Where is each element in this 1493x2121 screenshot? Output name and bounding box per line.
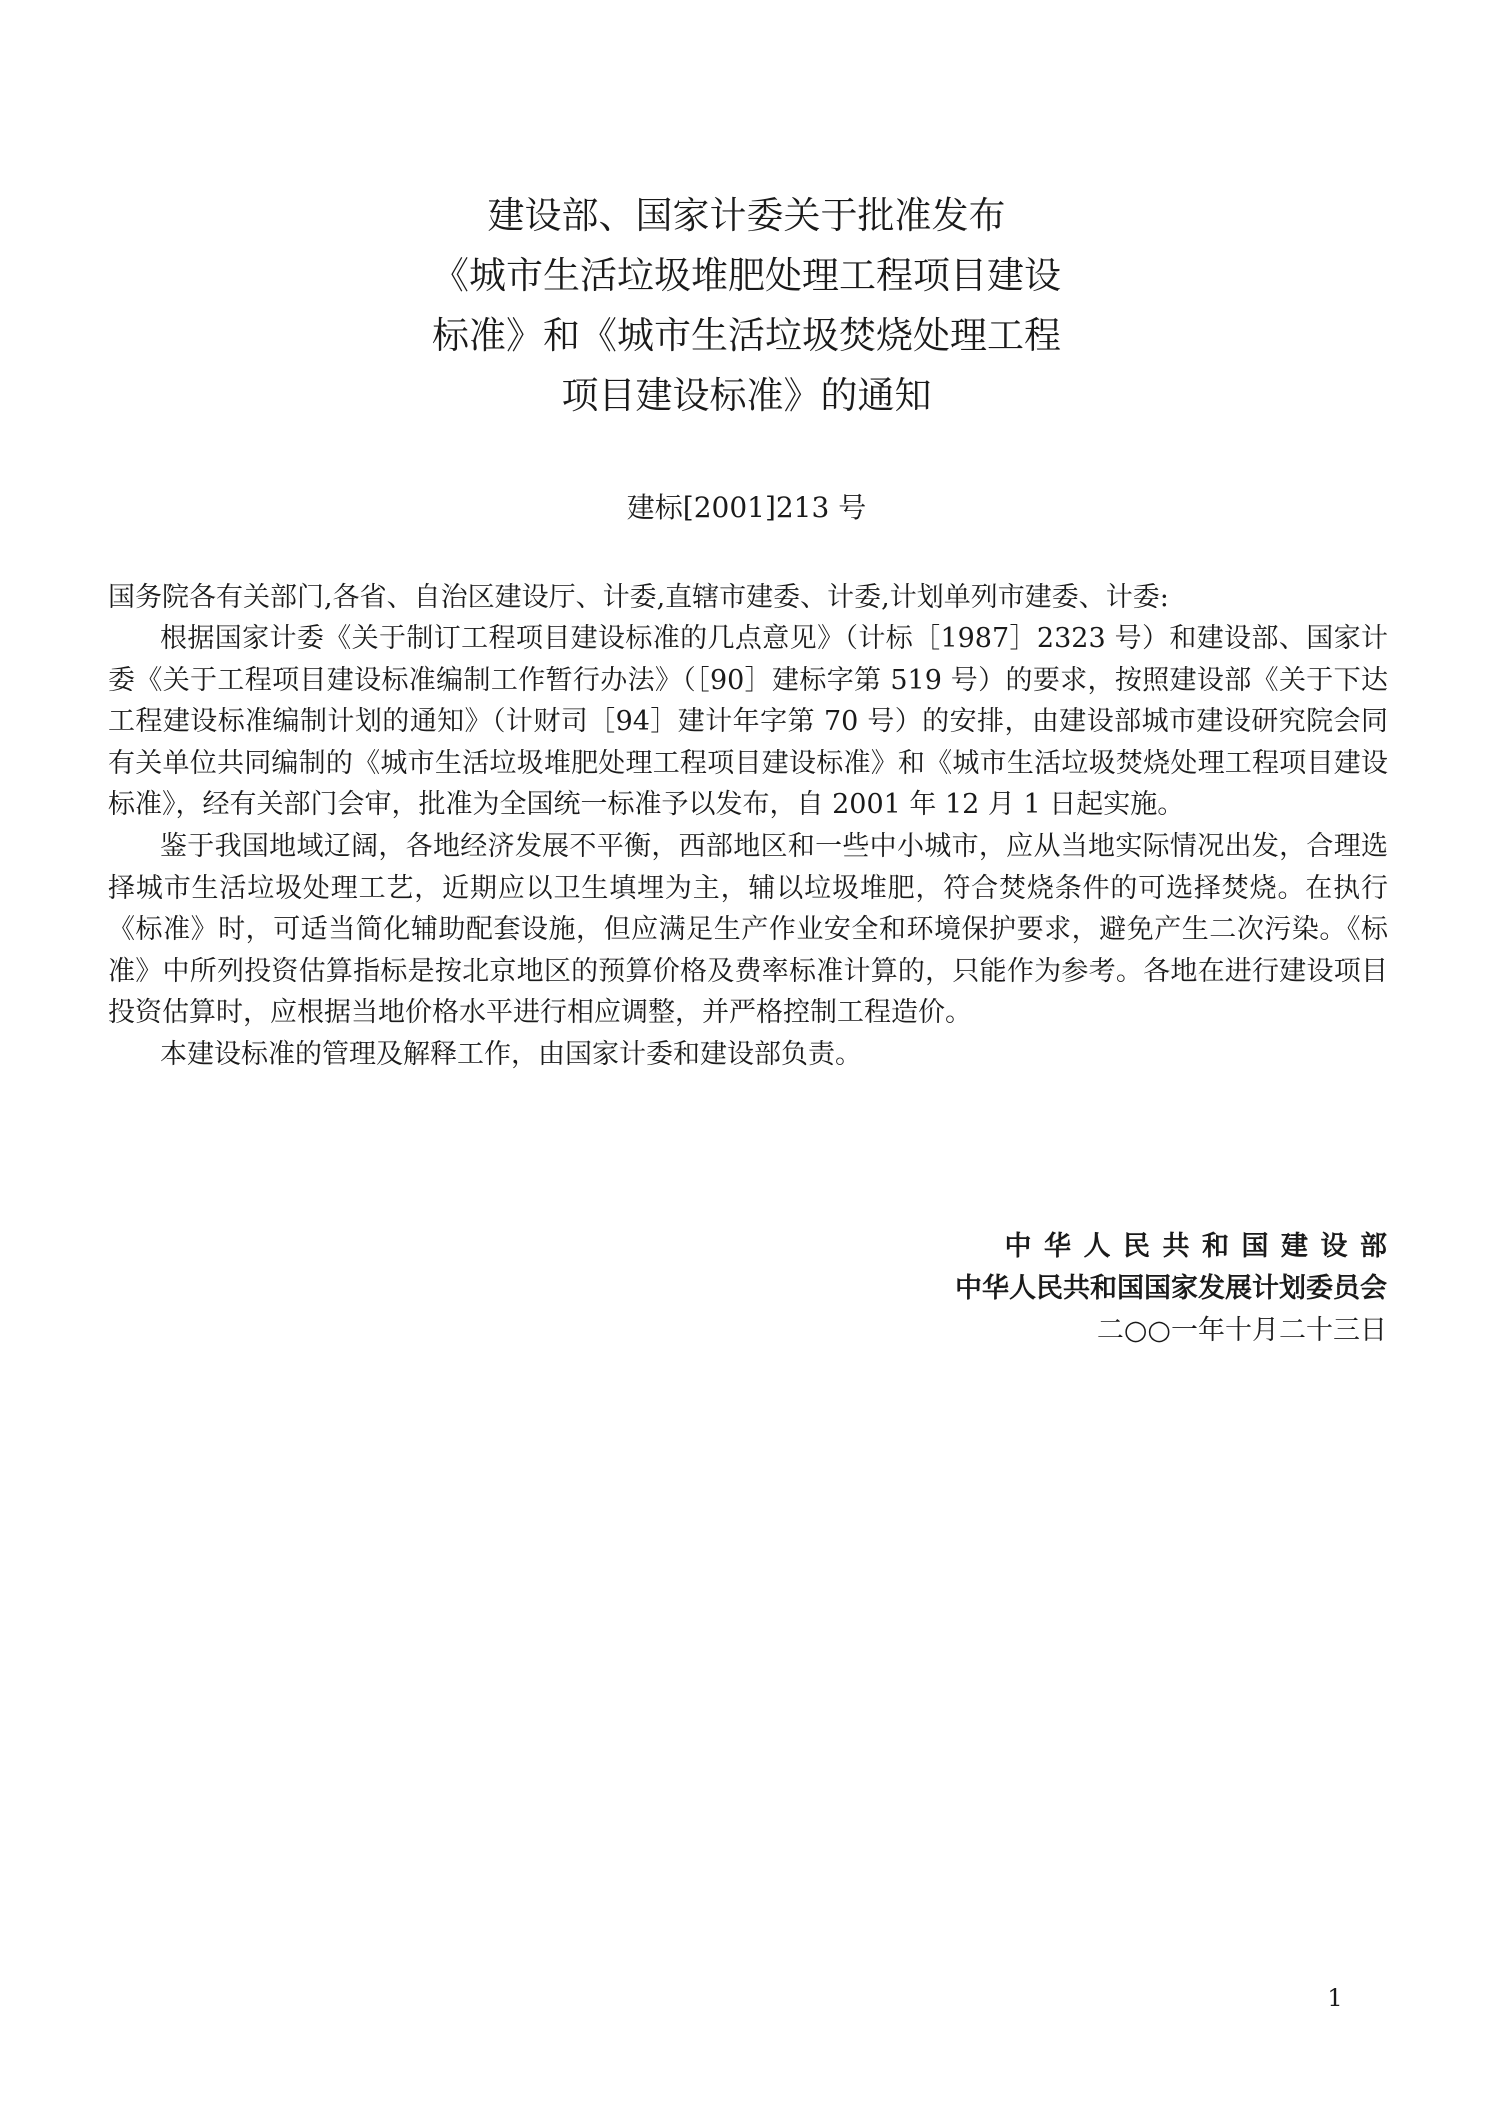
body-paragraph: 根据国家计委《关于制订工程项目建设标准的几点意见》（计标［1987］2323 号）和建设部、国家计委《关于工程项目建设标准编制工作暂行办法》（［90］建标字第 519 号）的要求，按照建设部《关于下达工程建设标准编制计划的通知》（计财司［94］建计年字第 70 号）的安排，由建设部城市建设研究院会同有关单位共同编制的《城市生活垃圾堆肥处理工程项目建设标准》和《城市生活垃圾焚烧处理工程项目建设标准》，经有关部门会审，批准为全国统一标准予以发布，自 2001 年 12 月 1 日起实施。 <box>108 623 1388 821</box>
signature-block <box>955 1226 1400 1352</box>
document-title <box>0 186 1493 426</box>
body-paragraph: 鉴于我国地域辽阔，各地经济发展不平衡，西部地区和一些中小城市，应从当地实际情况出发，合理选择城市生活垃圾处理工艺，近期应以卫生填埋为主，辅以垃圾堆肥，符合焚烧条件的可选择焚烧。在执行《标准》时，可适当简化辅助配套设施，但应满足生产作业安全和环境保护要求，避免产生二次污染。《标准》中所列投资估算指标是按北京地区的预算价格及费率标准计算的，只能作为参考。各地在进行建设项目投资估算时，应根据当地价格水平进行相应调整，并严格控制工程造价。 <box>108 830 1388 1029</box>
title-line: 标准》和《城市生活垃圾焚烧处理工程 <box>432 314 1061 357</box>
addressee-line: 国务院各有关部门,各省、自治区建设厅、计委,直辖市建委、计委,计划单列市建委、计委: <box>108 582 1169 613</box>
signature-org-commission: 中华人民共和国国家发展计划委员会 <box>955 1273 1387 1304</box>
document-number: 建标[2001]213 号 <box>626 491 867 524</box>
title-line: 《城市生活垃圾堆肥处理工程项目建设 <box>432 254 1061 297</box>
body-text <box>108 618 1388 1076</box>
title-line: 项目建设标准》的通知 <box>561 374 932 417</box>
page-number: 1 <box>1327 1984 1343 2012</box>
signature-date: 二○○一年十月二十三日 <box>1096 1315 1387 1346</box>
signature-org-ministry: 中华人民共和国建设部 <box>1004 1231 1400 1262</box>
body-paragraph: 本建设标准的管理及解释工作，由国家计委和建设部负责。 <box>160 1038 862 1070</box>
title-line: 建设部、国家计委关于批准发布 <box>487 194 1006 237</box>
